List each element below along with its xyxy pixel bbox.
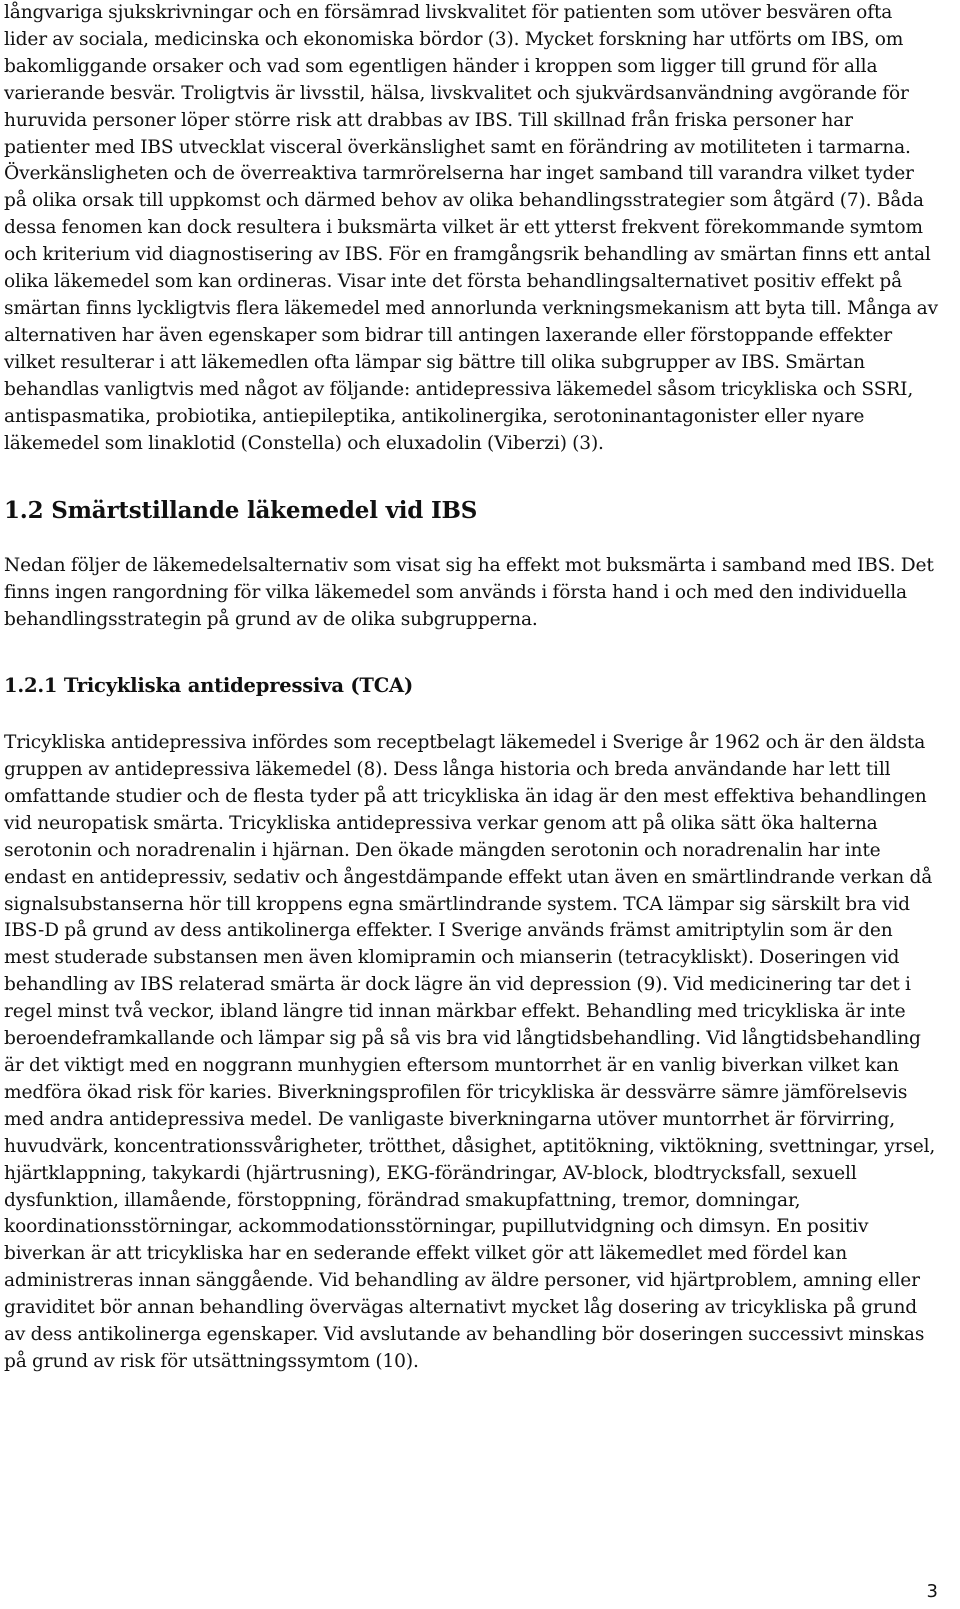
section-1-2-1-paragraph: Tricykliska antidepressiva infördes som receptbelagt läkemedel i Sverige år 1962 och är den äldsta gruppen av antidepressiva läkemedel (8). Dess långa historia och breda användande har lett till omfattande studier och de flesta tyder på att tricykliska än idag är den mest effektiva behandlingen vid neuropatisk smärta. Tricykliska antidepressiva verkar genom att på olika sätt öka halterna serotonin och noradrenalin i hjärnan. Den ökade mängden serotonin och noradrenalin har inte endast en antidepressiv, sedativ och ångestdämpande effekt utan även en smärtlindrande verkan då signalsubstanserna hör till kroppens egna smärtlindrande system. TCA lämpar sig särskilt bra vid IBS-D på grund av dess antikolinerga effekter. I Sverige används främst amitriptylin som är den mest studerade substansen men även klomipramin och mianserin (tetracykliskt). Doseringen vid behandling av IBS relaterad smärta är dock lägre än vid depression (9). Vid medicinering tar det i regel minst två veckor, ibland längre tid innan märkbar effekt. Behandling med tricykliska är inte beroendeframkallande och lämpar sig på så vis bra vid långtidsbehandling. Vid långtidsbehandling är det viktigt med en noggrann munhygien eftersom muntorrhet är en vanlig biverkan vilket kan medföra ökad risk för karies. Biverkningsprofilen för tricykliska är dessvärre sämre jämförelsevis med andra antidepressiva medel. De vanligaste biverkningarna utöver muntorrhet är förvirring, huvudvärk, koncentrationssvårigheter, trötthet, dåsighet, aptitökning, viktökning, svettningar, yrsel, hjärtklappning, takykardi (hjärtrusning), EKG-förändringar, AV-block, blodtrycksfall, sexuell dysfunktion, illamående, förstoppning, förändrad smakupfattning, tremor, domningar, koordinationsstörningar, ackommodationsstörningar, pupillutvidgning och dimsyn. En positiv biverkan är att tricykliska har en sederande effekt vilket gör att läkemedlet med fördel kan administreras innan sänggående. Vid behandling av äldre personer, vid hjärtproblem, amning eller graviditet bör annan behandling övervägas alternativt mycket låg dosering av tricykliska på grund av dess antikolinerga egenskaper. Vid avslutande av behandling bör doseringen successivt minskas på grund av risk för utsättningssymtom (10). — [4, 732, 936, 1372]
section-1-2-paragraph: Nedan följer de läkemedelsalternativ som visat sig ha effekt mot buksmärta i samband med IBS. Det finns ingen rangordning för vilka läkemedel som används i första hand i och med den individuella behandlingsstrategin på grund av de olika subgrupperna. — [4, 555, 934, 631]
page-number: 3 — [926, 1581, 938, 1602]
document-page — [4, 0, 940, 1376]
section-heading-1-2-1: 1.2.1 Tricykliska antidepressiva (TCA) — [4, 674, 414, 698]
intro-paragraph: långvariga sjukskrivningar och en försämrad livskvalitet för patienten som utöver besvären ofta lider av sociala, medicinska och ekonomiska bördor (3). Mycket forskning har utförts om IBS, om bakomliggande orsaker och vad som egentligen händer i kroppen som ligger till grund för alla varierande besvär. Troligtvis är livsstil, hälsa, livskvalitet och sjukvärdsanvändning avgörande för huruvida personer löper större risk att drabbas av IBS. Till skillnad från friska personer har patienter med IBS utvecklat visceral överkänslighet samt en förändring av motiliteten i tarmarna. Överkänsligheten och de överreaktiva tarmrörelserna har inget samband till varandra vilket tyder på olika orsak till uppkomst och därmed behov av olika behandlingsstrategier som åtgärd (7). Båda dessa fenomen kan dock resultera i buksmärta vilket är ett ytterst frekvent förekommande symtom och kriterium vid diagnostisering av IBS. För en framgångsrik behandling av smärtan finns ett antal olika läkemedel som kan ordineras. Visar inte det första behandlingsalternativet positiv effekt på smärtan finns lyckligtvis flera läkemedel med annorlunda verkningsmekanism att byta till. Många av alternativen har även egenskaper som bidrar till antingen laxerande eller förstoppande effekter vilket resulterar i att läkemedlen ofta lämpar sig bättre till olika subgrupper av IBS. Smärtan behandlas vanligtvis med något av följande: antidepressiva läkemedel såsom tricykliska och SSRI, antispasmatika, probiotika, antiepileptika, antikolinergika, serotoninantagonister eller nyare läkemedel som linaklotid (Constella) och eluxadolin (Viberzi) (3). — [4, 2, 938, 454]
section-heading-1-2: 1.2 Smärtstillande läkemedel vid IBS — [4, 497, 478, 525]
